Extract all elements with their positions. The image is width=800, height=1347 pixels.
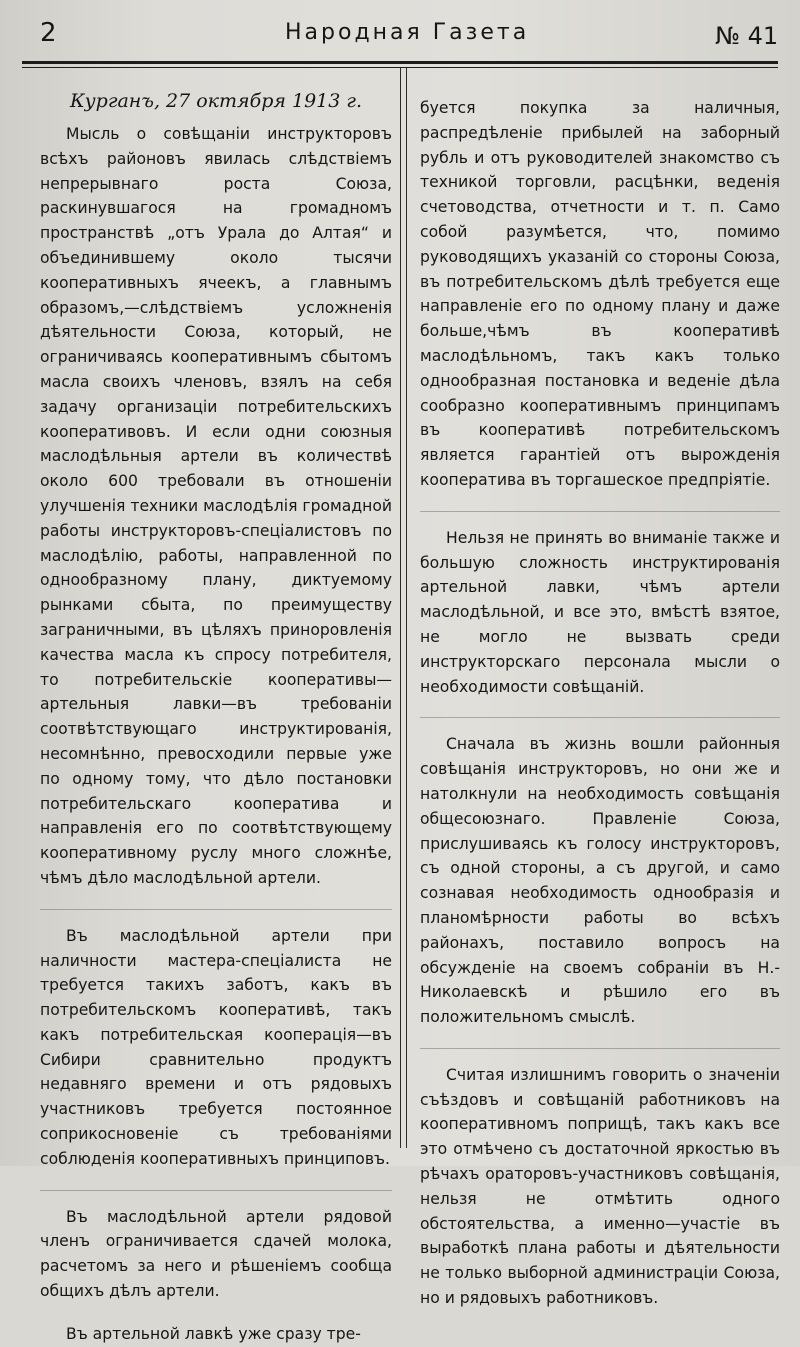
issue-number: № 41 [715, 22, 779, 50]
masthead [0, 0, 800, 66]
article-paragraph: Въ маслодѣльной артели при наличности мастера-спеціалиста не требуется такихъ заботъ, какъ въ потребительскомъ кооперативѣ, такъ какъ потребительская кооперація—въ Сибири сравнительно продуктъ недавняго времени и отъ рядовыхъ участниковъ требуется постоянное соприкосновеніе съ требованіями соблюденія кооперативныхъ принциповъ. [40, 926, 392, 1168]
article-paragraph: Считая излишнимъ говорить о значеніи съѣздовъ и совѣщаній работниковъ на кооперативномъ поприщѣ, такъ какъ все это отмѣчено съ достаточной яркостью въ рѣчахъ ораторовъ-участниковъ совѣщанія, нельзя не отмѣтить одного обстоятельства, а именно—участіе въ выработкѣ плана работы и дѣятельности не только выборной администраціи Союза, но и рядовыхъ работниковъ. [420, 1065, 780, 1308]
article-paragraph: Сначала въ жизнь вошли районныя совѣщанія инструкторовъ, но они же и натолкнули на необходимость совѣщанія общесоюзнаго. Правленіе Союза, прислушиваясь къ голосу инструкторовъ, съ одной стороны, а съ другой, и само сознавая необходимость однообразія и планомѣрности работы во всѣхъ районахъ, поставило вопросъ на обсужденіе на своемъ собраніи въ Н.-Николаевскѣ и рѣшило его въ положительномъ смыслѣ. [420, 735, 780, 1027]
paragraph-separator [420, 1048, 780, 1049]
article-paragraph: Въ артельной лавкѣ уже сразу тре- [66, 1324, 361, 1343]
newspaper-title: Народная Газета [285, 20, 530, 45]
column-divider-right [406, 68, 407, 1148]
paragraph-separator [420, 717, 780, 718]
paragraph-separator [40, 909, 392, 910]
article-paragraph: Въ маслодѣльной артели рядовой членъ ограничивается сдачей молока, расчетомъ за него и рѣшеніемъ сообща общихъ дѣлъ артели. [40, 1207, 392, 1301]
paragraph-separator [40, 1190, 392, 1191]
article-paragraph: Нельзя не принять во вниманіе также и большую сложность инструктированія артельной лавки, чѣмъ артели маслодѣльной, и все это, вмѣстѣ взятое, не могло не вызвать среди инструкторскаго персонала мысли о необходимости совѣщаній. [420, 528, 780, 696]
page-number: 2 [40, 18, 58, 48]
left-column [40, 88, 392, 1347]
dateline: Курганъ, 27 октября 1913 г. [69, 90, 363, 112]
column-divider-left [400, 68, 401, 1148]
header-rule-thick [22, 61, 778, 64]
right-column [420, 96, 780, 1311]
article-paragraph: Мысль о совѣщаніи инструкторовъ всѣхъ районовъ явилась слѣдствіемъ непрерывнаго роста Союза, раскинувшагося на громадномъ пространствѣ „отъ Урала до Алтая“ и объединившему около тысячи кооперативныхъ ячеекъ, а главнымъ образомъ,—слѣдствіемъ усложненія дѣятельности Союза, который, не ограничиваясь кооперативнымъ сбытомъ масла своихъ членовъ, взялъ на себя задачу организаціи потребительскихъ кооперативовъ. И если одни союзныя маслодѣльныя артели въ количествѣ около 600 требовали въ отношеніи улучшенія техники маслодѣлія громадной работы инструкторовъ-спеціалистовъ по маслодѣлію, работы, направленной по однообразному плану, диктуемому рынками сбыта, по преимуществу заграничными, въ цѣляхъ приноровленія качества масла къ спросу потребителя, то потребительскіе кооперативы—артельныя лавки—въ требованіи соотвѣтствующаго инструктированія, несомнѣнно, превосходили первые уже по одному тому, что дѣло постановки потребительскаго кооператива и направленія его по соотвѣтствующему кооперативному руслу много сложнѣе, чѣмъ дѣло маслодѣльной артели. [40, 125, 393, 887]
article-paragraph: буется покупка за наличныя, распредѣленіе прибылей на заборный рубль и отъ руководителей знакомство съ техникой торговли, расцѣнки, веденія счетоводства, отчетности и т. п. Само собой разумѣется, что, помимо руководящихъ указаній со стороны Союза, въ потребительскомъ дѣлѣ требуется еще направленіе его по одному плану и даже больше,чѣмъ въ кооперативѣ маслодѣльномъ, такъ какъ только однообразная постановка и веденіе дѣла сообразно кооперативнымъ принципамъ въ кооперативѣ потребительскомъ является гарантіей отъ вырожденія кооператива въ торгашеское предпріятіе. [420, 99, 780, 489]
paragraph-separator [420, 511, 780, 512]
